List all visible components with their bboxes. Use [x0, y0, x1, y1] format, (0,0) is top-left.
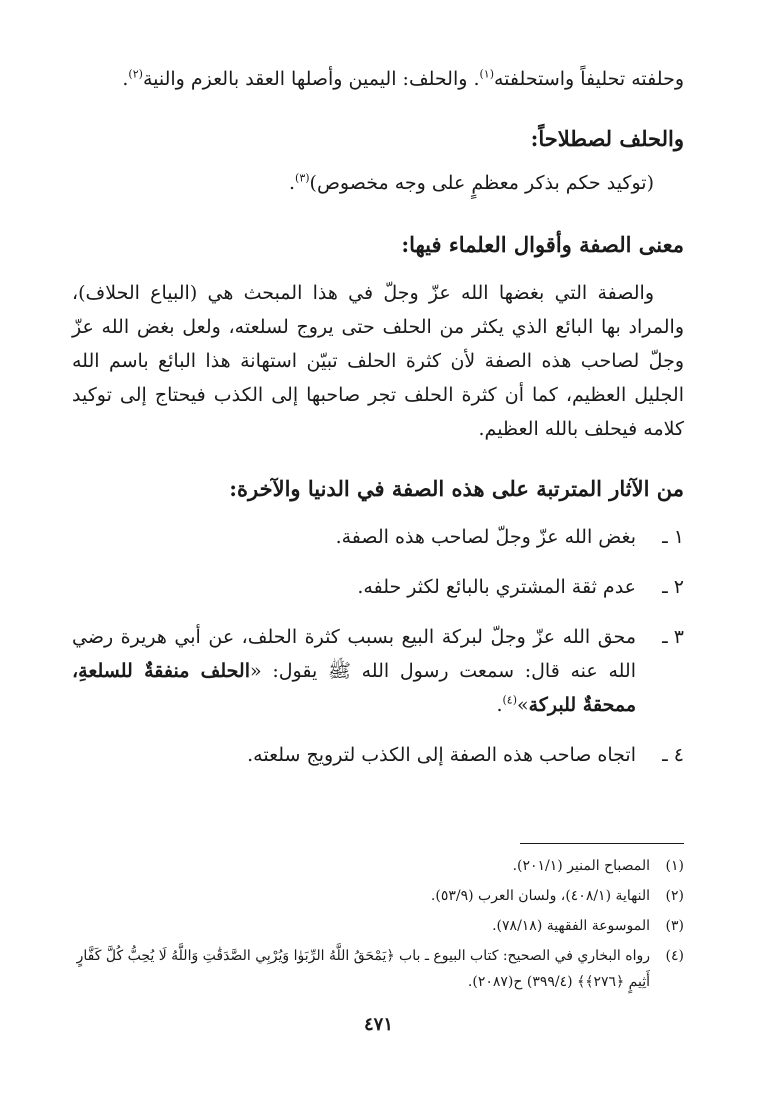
- list-item-text: [72, 620, 636, 722]
- list-item: [72, 520, 684, 554]
- intro-text: وحلفته تحليفاً واستحلفته: [494, 68, 684, 90]
- istilah-text: (توكيد حكم بذكر معظمٍ على وجه مخصوص): [309, 172, 654, 194]
- hadith-intro: محق الله عزّ وجلّ لبركة البيع بسبب كثرة الحلف، عن أبي هريرة رضي الله عنه قال: سمعت رسول الله ﷺ يقول: «: [72, 626, 636, 682]
- istilah-definition: [72, 166, 684, 200]
- footnote-ref-1: (١): [479, 67, 494, 81]
- list-item-text: اتجاه صاحب هذه الصفة إلى الكذب لترويج سلعته.: [247, 744, 636, 766]
- footnote-text: النهاية (٤٠٨/١)، ولسان العرب (٥٣/٩).: [430, 888, 650, 904]
- hadith-quote: الحلف منفقةٌ للسلعةِ، ممحقةٌ للبركة: [72, 660, 636, 716]
- footnote-ref-2: (٢): [128, 67, 143, 81]
- istilah-end: .: [288, 172, 296, 194]
- list-item-number: ٤ ـ: [662, 744, 684, 766]
- intro-end: .: [122, 68, 129, 90]
- page-number: ٤٧١: [363, 1014, 393, 1035]
- footnote-ref-3: (٣): [295, 171, 310, 185]
- footnote-text: رواه البخاري في الصحيح: كتاب البيوع ـ باب ﴿يَمْحَقُ اللَّهُ الرِّبَوٰا وَيُرْبِي الصَّدَقَٰتِ وَاللَّهُ لَا يُحِبُّ كُلَّ كَفَّارٍ أَثِيمٍ ﴿٢٧٦﴾﴾ (٣٩٩/٤) ح(٢٠٨٧).: [76, 948, 650, 990]
- list-item-text: بغض الله عزّ وجلّ لصاحب هذه الصفة.: [335, 526, 636, 548]
- list-item: [72, 738, 684, 772]
- list-item: [72, 570, 684, 604]
- list-item-number: ٢ ـ: [662, 576, 684, 598]
- list-item: [72, 620, 684, 722]
- list-item-number: ٣ ـ: [662, 626, 684, 648]
- footnote-number: (٣): [665, 918, 684, 934]
- istilah-heading: والحلف لصطلاحاً:: [530, 126, 684, 151]
- footnote-text: المصباح المنير (٢٠١/١).: [512, 858, 650, 874]
- effects-list: [72, 520, 684, 772]
- hadith-end: .: [496, 694, 503, 716]
- footnote-ref-4: (٤): [502, 693, 517, 707]
- effects-heading: من الآثار المترتبة على هذه الصفة في الدنيا والآخرة:: [229, 476, 684, 501]
- footnote: [72, 913, 684, 939]
- intro-text-continued: . والحلف: اليمين وأصلها العقد بالعزم والنية: [142, 68, 480, 90]
- footnote-number: (٤): [665, 948, 684, 964]
- footnote: [72, 883, 684, 909]
- footnote-number: (٢): [665, 888, 684, 904]
- list-item-number: ١ ـ: [662, 526, 684, 548]
- footnote-text: الموسوعة الفقهية (٧٨/١٨).: [492, 918, 650, 934]
- footnote: [72, 853, 684, 879]
- footnote: [72, 943, 684, 995]
- page-body: [72, 62, 684, 788]
- list-item-text: عدم ثقة المشتري بالبائع لكثر حلفه.: [357, 576, 636, 598]
- meaning-paragraph: والصفة التي بغضها الله عزّ وجلّ في هذا المبحث هي (البياع الحلاف)، والمراد بها البائع الذي يكثر من الحلف حتى يروج لسلعته، ولعل بغض الله عزّ وجلّ لصاحب هذه الصفة لأن كثرة الحلف تبيّن استهانة هذا البائع باسم الله الجليل العظيم، كما أن كثرة الحلف تجر صاحبها إلى الكذب فيحتاج إلى توكيد كلامه فيحلف بالله العظيم.: [72, 282, 684, 440]
- intro-paragraph: [72, 62, 684, 96]
- footnote-number: (١): [665, 858, 684, 874]
- hadith-close: »: [517, 694, 529, 716]
- footnotes: [72, 853, 684, 999]
- footnote-divider: [520, 843, 684, 844]
- meaning-heading: معنى الصفة وأقوال العلماء فيها:: [401, 232, 684, 257]
